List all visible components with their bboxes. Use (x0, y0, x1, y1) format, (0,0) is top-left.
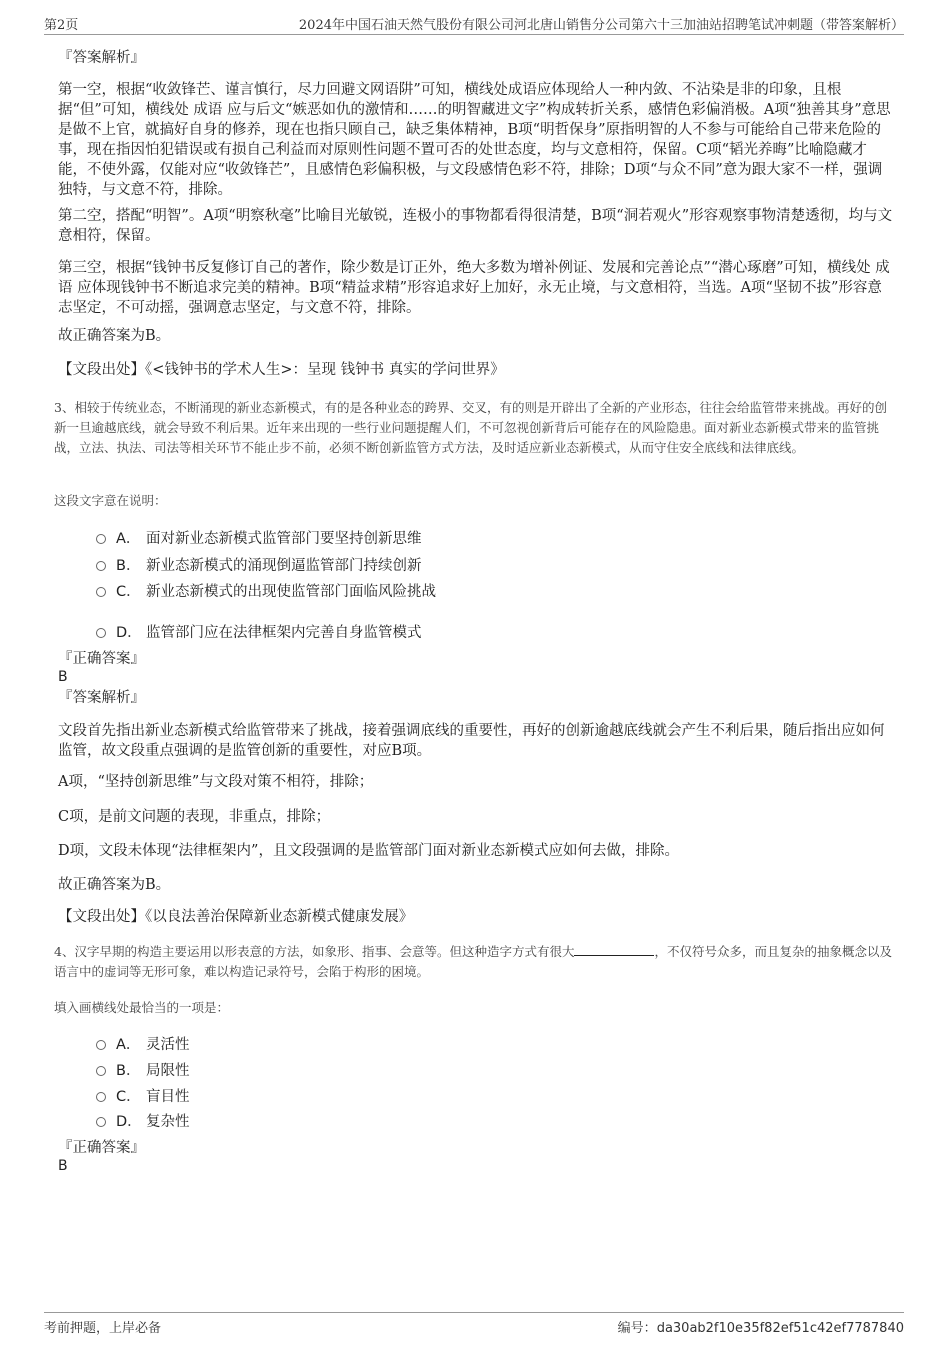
radio-icon[interactable] (96, 1040, 106, 1050)
q4-option-b[interactable]: B． 局限性 (96, 1059, 190, 1080)
q4-answer: B (58, 1158, 68, 1174)
page-footer (44, 1312, 904, 1339)
q3-option-b[interactable]: B． 新业态新模式的涌现倒逼监管部门持续创新 (96, 554, 422, 575)
q3-conclusion: 故正确答案为B。 (58, 877, 171, 893)
q4-correct-label: 『正确答案』 (58, 1140, 145, 1156)
q2-analysis-p1: 第一空，根据“收敛锋芒、谨言慎行，尽力回避文网语阱”可知，横线处成语应体现给人一种内敛、不沾染是非的印象，且根据“但”可知，横线处 成语 应与后文“嫉恶如仇的激情和……的明智藏进文字”构成转折关系，感情色彩偏消极。A项“独善其身”意思是做不上官，就搞好自身的修养，现在也指只顾自己，缺乏集体精神，B项“明哲保身”原指明智的人不参与可能给自己带来危险的事，现在指因怕犯错误或有损自己利益而对原则性问题不置可否的处世态度，均与文意相符，保留。C项“韬光养晦”比喻隐藏才能，不使外露，仅能对应“收敛锋芒”，且感情色彩偏积极，与文段感情色彩不符，排除；D项“与众不同”意为跟大家不一样，强调独特，与文意不符，排除。 (58, 82, 891, 198)
q3-analysis-label: 『答案解析』 (58, 690, 145, 706)
q3-note-d: D项，文段未体现“法律框架内”，且文段强调的是监管部门面对新业态新模式应如何去做，排除。 (58, 843, 679, 859)
q3-option-d[interactable]: D． 监管部门应在法律框架内完善自身监管模式 (96, 621, 422, 642)
q4-question: 4、汉字早期的构造主要运用以形表意的方法，如象形、指事、会意等。但这种造字方式有很大 ，不仅符号众多，而且复杂的抽象概念以及语言中的虚词等无形可象，难以构造记录符号，会陷于构形的困境。 (54, 944, 892, 979)
q3-option-c[interactable]: C． 新业态新模式的出现使监管部门面临风险挑战 (96, 580, 436, 601)
page-number: 第2页 (44, 18, 79, 33)
document-title: 2024年中国石油天然气股份有限公司河北唐山销售分公司第六十三加油站招聘笔试冲刺题（带答案解析） (298, 18, 904, 33)
q2-source: 【文段出处】《<钱钟书的学术人生>：呈现 钱钟书 真实的学问世界》 (58, 362, 505, 378)
q4-option-c[interactable]: C． 盲目性 (96, 1085, 190, 1106)
footer-code: 编号：da30ab2f10e35f82ef51c42ef7787840 (617, 1321, 904, 1336)
radio-icon[interactable] (96, 561, 106, 571)
q3-prompt: 这段文字意在说明： (54, 493, 167, 508)
answer-blank (574, 943, 654, 956)
q4-option-a[interactable]: A． 灵活性 (96, 1033, 190, 1054)
q2-analysis-p3: 第三空，根据“钱钟书反复修订自己的著作，除少数是订正外，绝大多数为增补例证、发展和完善论点”“潜心琢磨”可知，横线处 成语 应体现钱钟书不断追求完美的精神。B项“精益求精”形容追求好上加好，永无止境，与文意相符，当选。A项“坚韧不拔”形容意志坚定，不可动摇，强调意志坚定，与文意不符，排除。 (58, 260, 890, 316)
radio-icon[interactable] (96, 1092, 106, 1102)
q3-correct-label: 『正确答案』 (58, 651, 145, 667)
radio-icon[interactable] (96, 628, 106, 638)
q3-note-c: C项，是前文问题的表现，非重点，排除； (58, 809, 331, 825)
q2-analysis-label: 『答案解析』 (58, 50, 145, 66)
page-header (44, 14, 904, 35)
radio-icon[interactable] (96, 534, 106, 544)
radio-icon[interactable] (96, 1117, 106, 1127)
q3-answer: B (58, 669, 68, 685)
radio-icon[interactable] (96, 1066, 106, 1076)
q2-analysis-p2: 第二空，搭配“明智”。A项“明察秋毫”比喻目光敏锐，连极小的事物都看得很清楚，B项“洞若观火”形容观察事物清楚透彻，均与文意相符，保留。 (58, 208, 893, 244)
q3-source: 【文段出处】《以良法善治保障新业态新模式健康发展》 (58, 909, 414, 925)
q3-option-a[interactable]: A． 面对新业态新模式监管部门要坚持创新思维 (96, 527, 422, 548)
q4-option-d[interactable]: D． 复杂性 (96, 1110, 190, 1131)
q2-conclusion: 故正确答案为B。 (58, 328, 171, 344)
q4-prompt: 填入画横线处最恰当的一项是： (54, 1000, 230, 1015)
q3-analysis: 文段首先指出新业态新模式给监管带来了挑战，接着强调底线的重要性，再好的创新逾越底线就会产生不利后果，随后指出应如何监管，故文段重点强调的是监管创新的重要性，对应B项。 (58, 723, 885, 759)
q3-note-a: A项，“坚持创新思维”与文段对策不相符，排除； (58, 774, 374, 790)
q3-question: 3、相较于传统业态，不断涌现的新业态新模式，有的是各种业态的跨界、交叉，有的则是开辟出了全新的产业形态，往往会给监管带来挑战。再好的创新一旦逾越底线，就会导致不利后果。近年来出现的一些行业问题提醒人们，不可忽视创新背后可能存在的风险隐患。面对新业态新模式带来的监管挑战，立法、执法、司法等相关环节不能止步不前，必须不断创新监管方式方法，及时适应新业态新模式，从而守住安全底线和法律底线。 (54, 400, 887, 455)
footer-slogan: 考前押题，上岸必备 (44, 1321, 162, 1336)
radio-icon[interactable] (96, 587, 106, 597)
